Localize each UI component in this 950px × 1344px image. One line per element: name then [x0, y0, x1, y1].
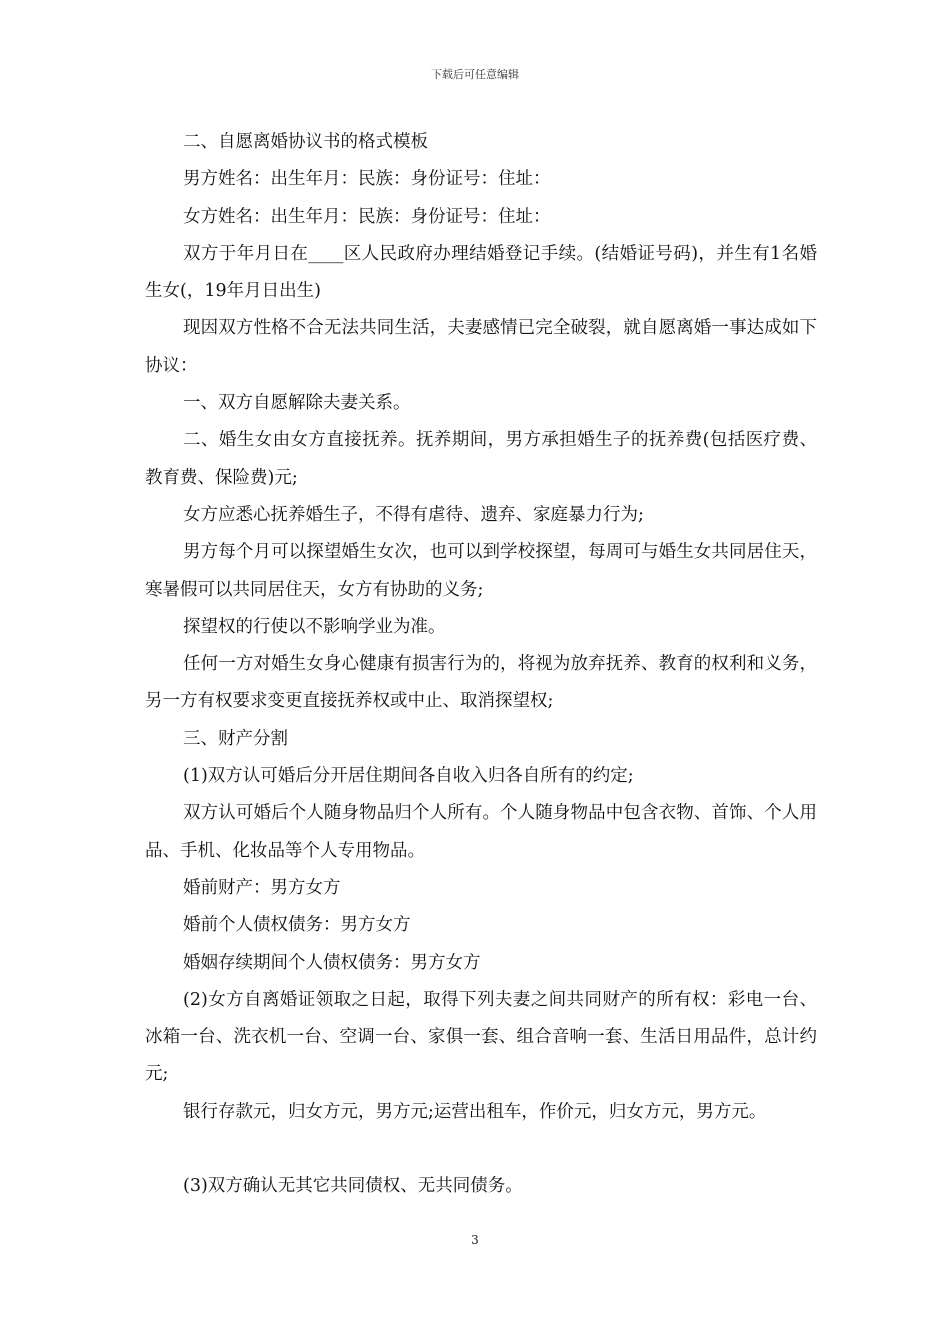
clause-3-property-heading: 三、财产分割 — [183, 728, 288, 749]
husband-info-line: 男方姓名：出生年月：民族：身份证号：住址： — [183, 169, 551, 190]
personal-belongings-paragraph: 双方认可婚后个人随身物品归个人所有。个人随身物品中包含衣物、首饰、个人用品、手机、化妆品等个人专用物品。 — [145, 803, 817, 861]
wife-info-line: 女方姓名：出生年月：民族：身份证号：住址： — [183, 206, 551, 227]
section-heading-template: 二、自愿离婚协议书的格式模板 — [183, 132, 428, 152]
rights-forfeit-paragraph: 任何一方对婚生女身心健康有损害行为的，将视为放弃抚养、教育的权利和义务，另一方有权要求变更直接抚养权或中止、取消探望权; — [145, 654, 817, 712]
marriage-registration-paragraph: 双方于年月日在____区人民政府办理结婚登记手续。(结婚证号码)，并生有1名婚生女(，19年月日出生) — [145, 243, 817, 302]
marital-debts-line: 婚姻存续期间个人债权债务：男方女方 — [183, 952, 481, 973]
premarital-property-line: 婚前财产：男方女方 — [183, 877, 341, 898]
property-item-2: (2)女方自离婚证领取之日起，取得下列夫妻之间共同财产的所有权：彩电一台、冰箱一台、洗衣机一台、空调一台、家俱一套、组合音响一套、生活日用品件，总计约元; — [145, 989, 817, 1085]
clause-1: 一、双方自愿解除夫妻关系。 — [183, 393, 411, 414]
property-item-1: (1)双方认可婚后分开居住期间各自收入归各自所有的约定; — [183, 766, 634, 787]
custody-duty-paragraph: 女方应悉心抚养婚生子，不得有虐待、遗弃、家庭暴力行为; — [183, 504, 644, 525]
page-number: 3 — [471, 1233, 479, 1247]
visitation-condition-paragraph: 探望权的行使以不影响学业为准。 — [183, 616, 446, 637]
page-header: 下载后可任意编辑 — [431, 68, 519, 81]
divorce-reason-paragraph: 现因双方性格不合无法共同生活，夫妻感情已完全破裂，就自愿离婚一事达成如下协议： — [145, 318, 817, 376]
bank-deposit-paragraph: 银行存款元，归女方元，男方元;运营出租车，作价元，归女方元，男方元。 — [183, 1101, 767, 1122]
clause-2-custody: 二、婚生女由女方直接抚养。抚养期间，男方承担婚生子的抚养费(包括医疗费、教育费、保险费)元; — [145, 430, 817, 488]
visitation-paragraph: 男方每个月可以探望婚生女次，也可以到学校探望，每周可与婚生女共同居住天，寒暑假可以共同居住天，女方有协助的义务; — [145, 542, 817, 600]
premarital-debts-line: 婚前个人债权债务：男方女方 — [183, 915, 411, 936]
document-body — [145, 124, 817, 1205]
property-item-3: (3)双方确认无其它共同债权、无共同债务。 — [183, 1176, 523, 1197]
